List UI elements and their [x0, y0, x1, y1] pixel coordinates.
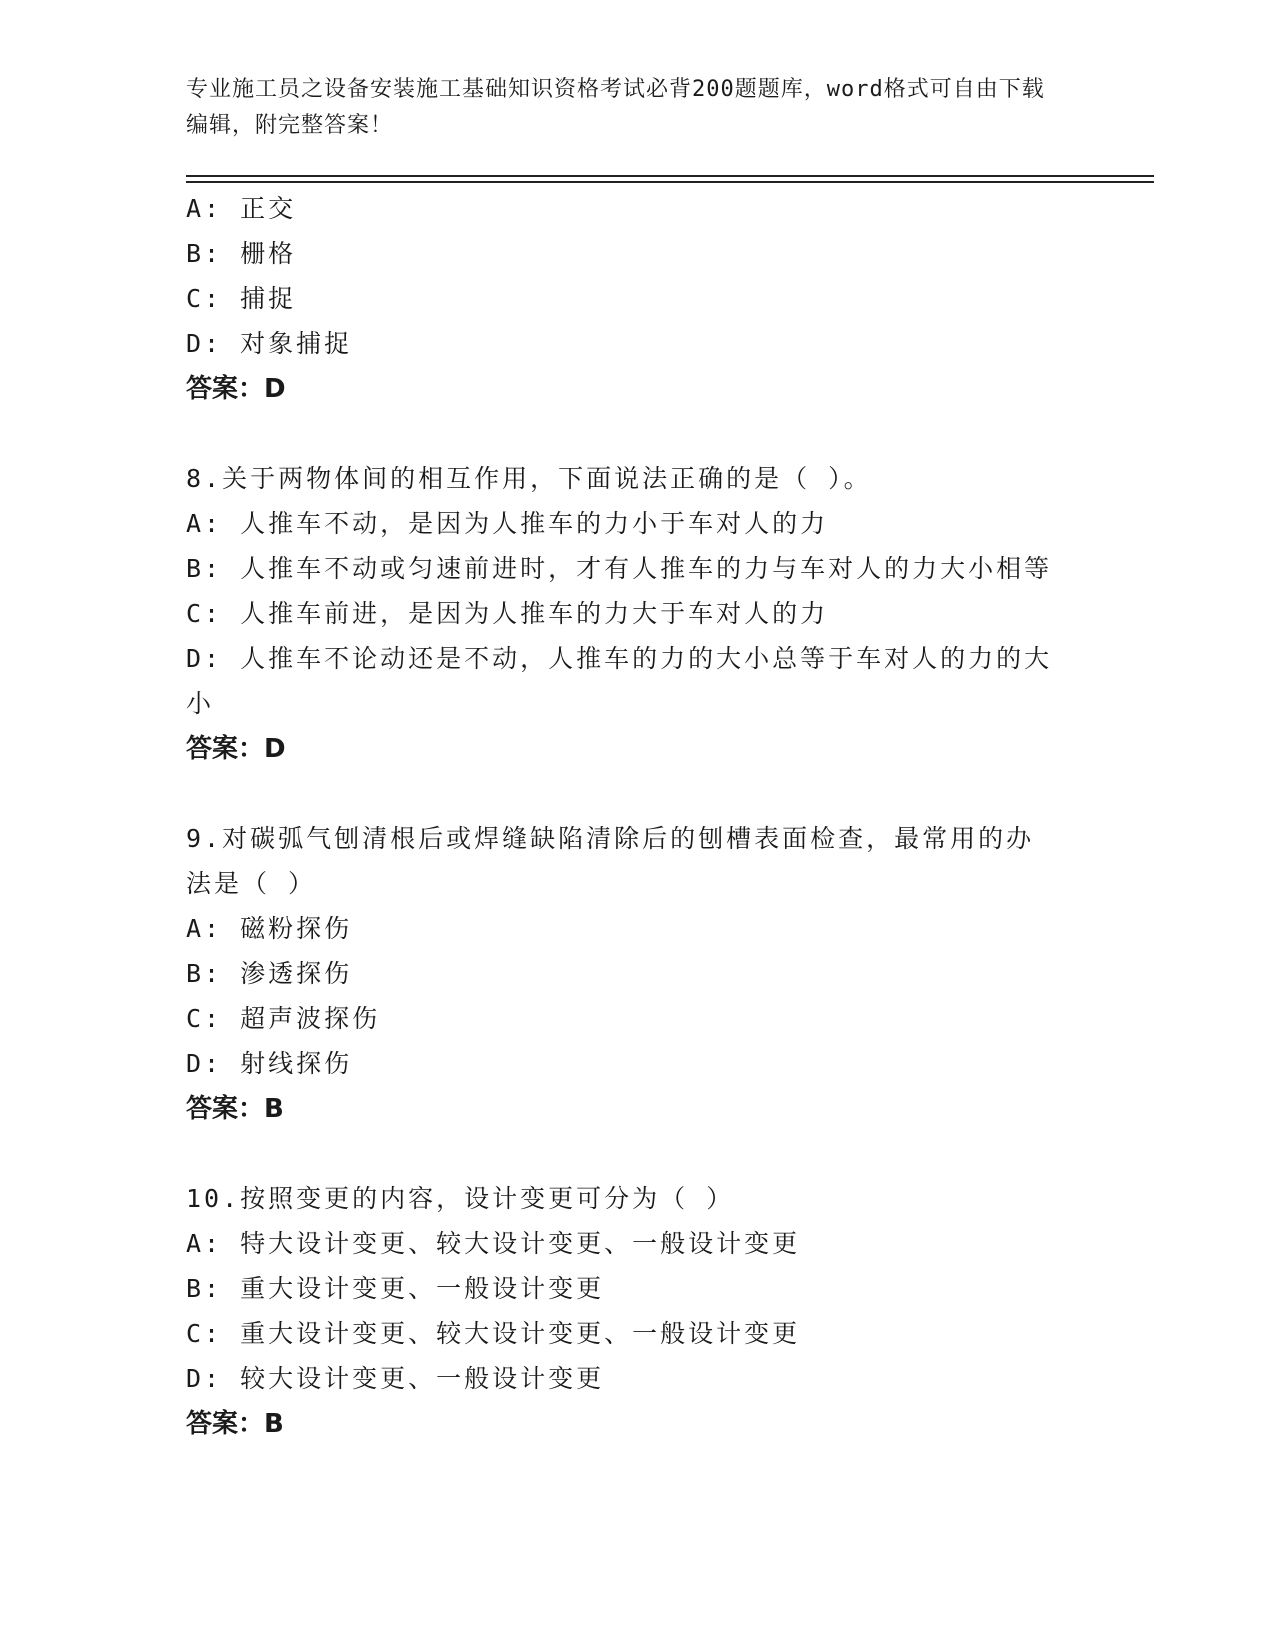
- q9-answer: 答案：B: [186, 1094, 284, 1124]
- q10-stem: 10.按照变更的内容，设计变更可分为（ ）: [186, 1184, 735, 1213]
- q9-stem-line1: 9.对碳弧气刨清根后或焊缝缺陷清除后的刨槽表面检查，最常用的办: [186, 824, 1035, 853]
- q10-option-c: C: 重大设计变更、较大设计变更、一般设计变更: [186, 1319, 801, 1348]
- q8-answer: 答案：D: [186, 734, 286, 764]
- header-divider-bottom: [186, 181, 1154, 183]
- q10-option-b: B: 重大设计变更、一般设计变更: [186, 1274, 605, 1303]
- q8-option-d-line2: 小: [186, 689, 215, 718]
- q9-option-b: B: 渗透探伤: [186, 959, 353, 988]
- q10-option-a: A: 特大设计变更、较大设计变更、一般设计变更: [186, 1229, 801, 1258]
- q9-option-a: A: 磁粉探伤: [186, 914, 353, 943]
- q8-option-a: A: 人推车不动，是因为人推车的力小于车对人的力: [186, 509, 829, 538]
- q9-option-d: D: 射线探伤: [186, 1049, 353, 1078]
- q8-stem: 8.关于两物体间的相互作用，下面说法正确的是（ ）。: [186, 464, 872, 493]
- q9-stem-line2: 法是（ ）: [186, 869, 317, 898]
- header-divider-top: [186, 175, 1154, 177]
- q9-option-c: C: 超声波探伤: [186, 1004, 381, 1033]
- q7-answer: 答案：D: [186, 374, 286, 404]
- q8-option-c: C: 人推车前进，是因为人推车的力大于车对人的力: [186, 599, 829, 628]
- q7-option-d: D: 对象捕捉: [186, 329, 353, 358]
- q8-option-d-line1: D: 人推车不论动还是不动，人推车的力的大小总等于车对人的力的大: [186, 644, 1053, 673]
- q8-option-b: B: 人推车不动或匀速前进时，才有人推车的力与车对人的力大小相等: [186, 554, 1053, 583]
- q10-option-d: D: 较大设计变更、一般设计变更: [186, 1364, 605, 1393]
- document-title: 专业施工员之设备安装施工基础知识资格考试必背200题题库，word格式可自由下载编辑，附完整答案！: [186, 77, 1045, 138]
- q7-option-b: B: 栅格: [186, 239, 297, 268]
- q7-option-c: C: 捕捉: [186, 284, 297, 313]
- q10-answer: 答案：B: [186, 1409, 284, 1439]
- q7-option-a: A: 正交: [186, 194, 297, 223]
